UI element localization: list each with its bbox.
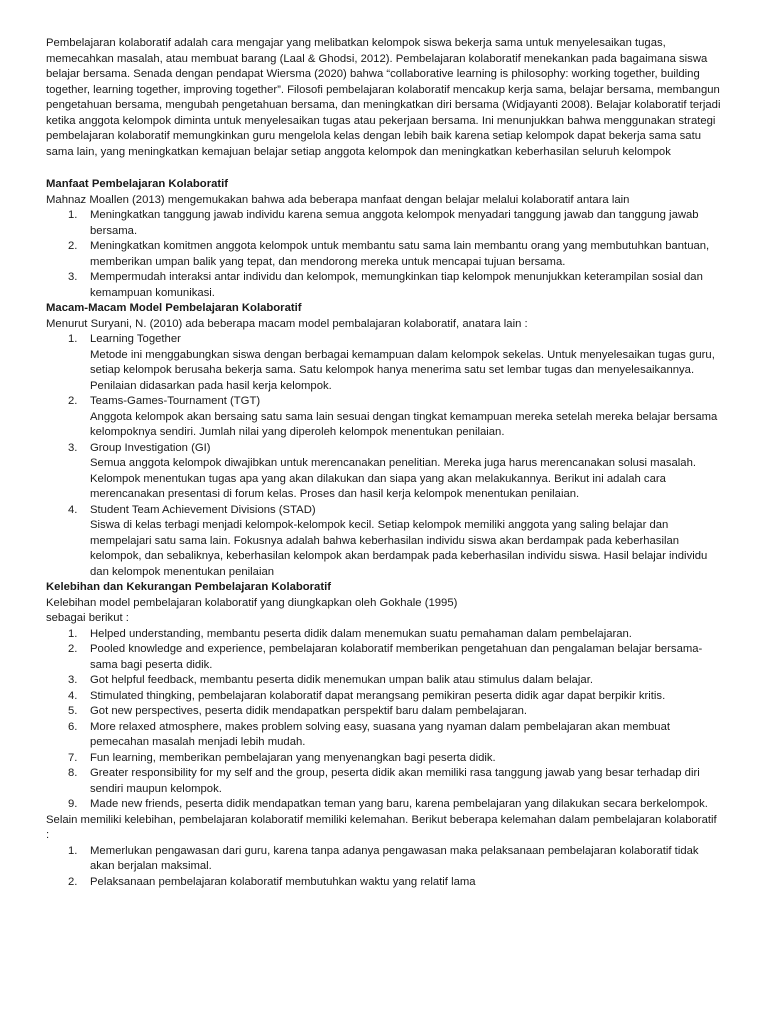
- list-number: 2.: [68, 643, 78, 655]
- manfaat-lead: Mahnaz Moallen (2013) mengemukakan bahwa ada beberapa manfaat dengan belajar melalui kolaboratif antara lain: [46, 193, 630, 206]
- section-heading-kelebihan: Kelebihan dan Kekurangan Pembelajaran Kolaboratif: [46, 581, 332, 593]
- list-text: More relaxed atmosphere, makes problem solving easy, suasana yang nyaman dalam pembelajaran akan membuat pemecahan masalah menjadi lebih mudah.: [90, 720, 671, 748]
- list-text: Got new perspectives, peserta didik mendapatkan perspektif baru dalam pembelajaran.: [90, 705, 528, 717]
- list-item: [46, 751, 722, 767]
- model-description: Siswa di kelas terbagi menjadi kelompok-kelompok kecil. Setiap kelompok memiliki anggota yang saling belajar dan mempelajari satu sama lain. Fokusnya adalah bahwa keberhasilan individu siswa akan berdampak pada keberhasilan kelompok, dan sebaliknya, keberhasilan kelompok akan berdampak pada keberhasilan individu siswa. Hasil belajar individu dan kelompok menentukan penilaian: [90, 519, 708, 578]
- list-text: Pelaksanaan pembelajaran kolaboratif membutuhkan waktu yang relatif lama: [90, 875, 476, 888]
- list-number: 4.: [68, 689, 78, 702]
- kelebihan-list: [46, 627, 722, 813]
- model-description: Semua anggota kelompok diwajibkan untuk merencanakan penelitian. Mereka juga harus merencanakan solusi masalah. Kelompok menentukan tugas apa yang akan dilakukan dan siapa yang akan melakukannya. Berikut ini adalah cara merencanakan presentasi di forum kelas. Proses dan hasil kerja kelompok menentukan penilaian.: [90, 457, 696, 500]
- list-text: Got helpful feedback, membantu peserta didik menemukan umpan balik atau stimulus dalam belajar.: [90, 674, 593, 686]
- list-number: 2.: [68, 240, 78, 252]
- list-item: [46, 766, 722, 797]
- list-item: [46, 332, 722, 394]
- list-number: 9.: [68, 798, 78, 810]
- list-text: Made new friends, peserta didik mendapatkan teman yang baru, karena pembelajaran yang dilakukan secara berkelompok.: [90, 798, 708, 810]
- list-item: [46, 208, 722, 239]
- list-number: 8.: [68, 767, 78, 779]
- list-number: 1.: [68, 627, 78, 640]
- list-item: [46, 704, 722, 720]
- section-heading-manfaat: Manfaat Pembelajaran Kolaboratif: [46, 178, 229, 190]
- list-text: Meningkatkan komitmen anggota kelompok untuk membantu satu sama lain membantu orang yang membutuhkan bantuan, memberikan umpan balik yang tepat, dan mendorong mereka untuk mencapai tujuan bersama.: [90, 240, 710, 268]
- model-description: Metode ini menggabungkan siswa dengan berbagai kemampuan dalam kelompok sekelas. Untuk menyelesaikan tugas guru, setiap kelompok berusaha bekerja sama. Satu kelompok hanya menerima satu set lembar tugas dan menyelesaikannya. Penilaian didasarkan pada hasil kerja kelompok.: [90, 348, 715, 392]
- model-title: Learning Together: [90, 333, 181, 345]
- list-item: [46, 673, 722, 689]
- list-number: 2.: [68, 875, 78, 888]
- list-item: [46, 689, 722, 705]
- list-item: [46, 844, 722, 875]
- list-item: [46, 441, 722, 503]
- list-item: [46, 239, 722, 270]
- list-number: 2.: [68, 395, 78, 407]
- model-description: Anggota kelompok akan bersaing satu sama lain sesuai dengan tingkat kemampuan mereka setelah mereka belajar bersama kelompoknya sendiri. Jumlah nilai yang diperoleh kelompok menentukan penilaian.: [90, 410, 718, 438]
- list-item: [46, 503, 722, 581]
- list-item: [46, 642, 722, 673]
- list-number: 4.: [68, 503, 78, 516]
- list-text: Mempermudah interaksi antar individu dan kelompok, memungkinkan tiap kelompok menunjukkan keterampilan sosial dan kemampuan komunikasi.: [90, 271, 703, 299]
- model-title: Student Team Achievement Divisions (STAD): [90, 503, 316, 516]
- list-text: Helped understanding, membantu peserta didik dalam menemukan suatu pemahaman dalam pembelajaran.: [90, 627, 632, 640]
- manfaat-list: [46, 208, 722, 301]
- list-number: 5.: [68, 705, 78, 717]
- macam-lead: Menurut Suryani, N. (2010) ada beberapa macam model pembalajaran kolaboratif, anatara lain :: [46, 317, 528, 330]
- kelemahan-list: [46, 844, 722, 891]
- list-number: 3.: [68, 441, 78, 454]
- list-number: 3.: [68, 271, 78, 283]
- model-title: Teams-Games-Tournament (TGT): [90, 395, 261, 407]
- list-number: 6.: [68, 720, 78, 733]
- kelebihan-lead: Kelebihan model pembelajaran kolaboratif yang diungkapkan oleh Gokhale (1995): [46, 596, 458, 609]
- kelemahan-lead: Selain memiliki kelebihan, pembelajaran kolaboratif memiliki kelemahan. Berikut beberapa kelemahan dalam pembelajaran kolaboratif :: [46, 813, 717, 841]
- list-text: Meningkatkan tanggung jawab individu karena semua anggota kelompok menyadari tanggung jawab dan tanggung jawab bersama.: [90, 209, 699, 237]
- list-item: [46, 875, 722, 891]
- list-item: [46, 797, 722, 813]
- list-item: [46, 394, 722, 441]
- section-heading-macam: Macam-Macam Model Pembelajaran Kolaboratif: [46, 302, 302, 314]
- macam-list: [46, 332, 722, 580]
- spacer: [46, 160, 722, 177]
- list-number: 3.: [68, 674, 78, 686]
- list-number: 1.: [68, 333, 78, 345]
- intro-paragraph: Pembelajaran kolaboratif adalah cara mengajar yang melibatkan kelompok siswa bekerja sama untuk menyelesaikan tugas, memecahkan masalah, atau membuat barang (Laal & Ghodsi, 2012). Pembelajaran kolaboratif menekankan pada bagaimana siswa belajar bersama. Senada dengan pendapat Wiersma (2020) bahwa “collaborative learning is philosophy: working together, building together, learning together, improving together”. Filosofi pembelajaran kolaboratif mencakup kerja sama, belajar bersama, membangun pengetahuan bersama, mengubah pengetahuan bersama, dan meningkatkan diri bersama (Widjayanti 2008). Belajar kolaboratif terjadi ketika anggota kelompok diminta untuk menyelesaikan tugas atau pekerjaan bersama. Ini menunjukkan bahwa menggunakan strategi pembelajaran kolaboratif memungkinkan guru mengelola kelas dengan lebih baik karena setiap kelompok dapat bekerja sama satu sama lain, yang meningkatkan kemajuan belajar setiap anggota kelompok dan meningkatkan keberhasilan seluruh kelompok: [46, 37, 721, 158]
- list-item: [46, 627, 722, 643]
- list-number: 1.: [68, 209, 78, 221]
- kelebihan-lead-continued: sebagai berikut :: [46, 612, 129, 624]
- list-text: Fun learning, memberikan pembelajaran yang menyenangkan bagi peserta didik.: [90, 751, 496, 764]
- list-text: Pooled knowledge and experience, pembelajaran kolaboratif memberikan pengetahuan dan pengalaman belajar bersama-sama bagi peserta didik.: [90, 643, 703, 671]
- list-item: [46, 720, 722, 751]
- list-text: Greater responsibility for my self and the group, peserta didik akan memiliki rasa tanggung jawab yang besar terhadap diri sendiri maupun kelompok.: [90, 767, 700, 795]
- list-item: [46, 270, 722, 301]
- list-text: Stimulated thingking, pembelajaran kolaboratif dapat merangsang pemikiran peserta didik agar dapat berpikir kritis.: [90, 689, 666, 702]
- model-title: Group Investigation (GI): [90, 441, 211, 454]
- list-number: 7.: [68, 751, 78, 764]
- list-text: Memerlukan pengawasan dari guru, karena tanpa adanya pengawasan maka pelaksanaan pembelajaran kolaboratif tidak akan berjalan maksimal.: [90, 844, 699, 872]
- list-number: 1.: [68, 844, 78, 857]
